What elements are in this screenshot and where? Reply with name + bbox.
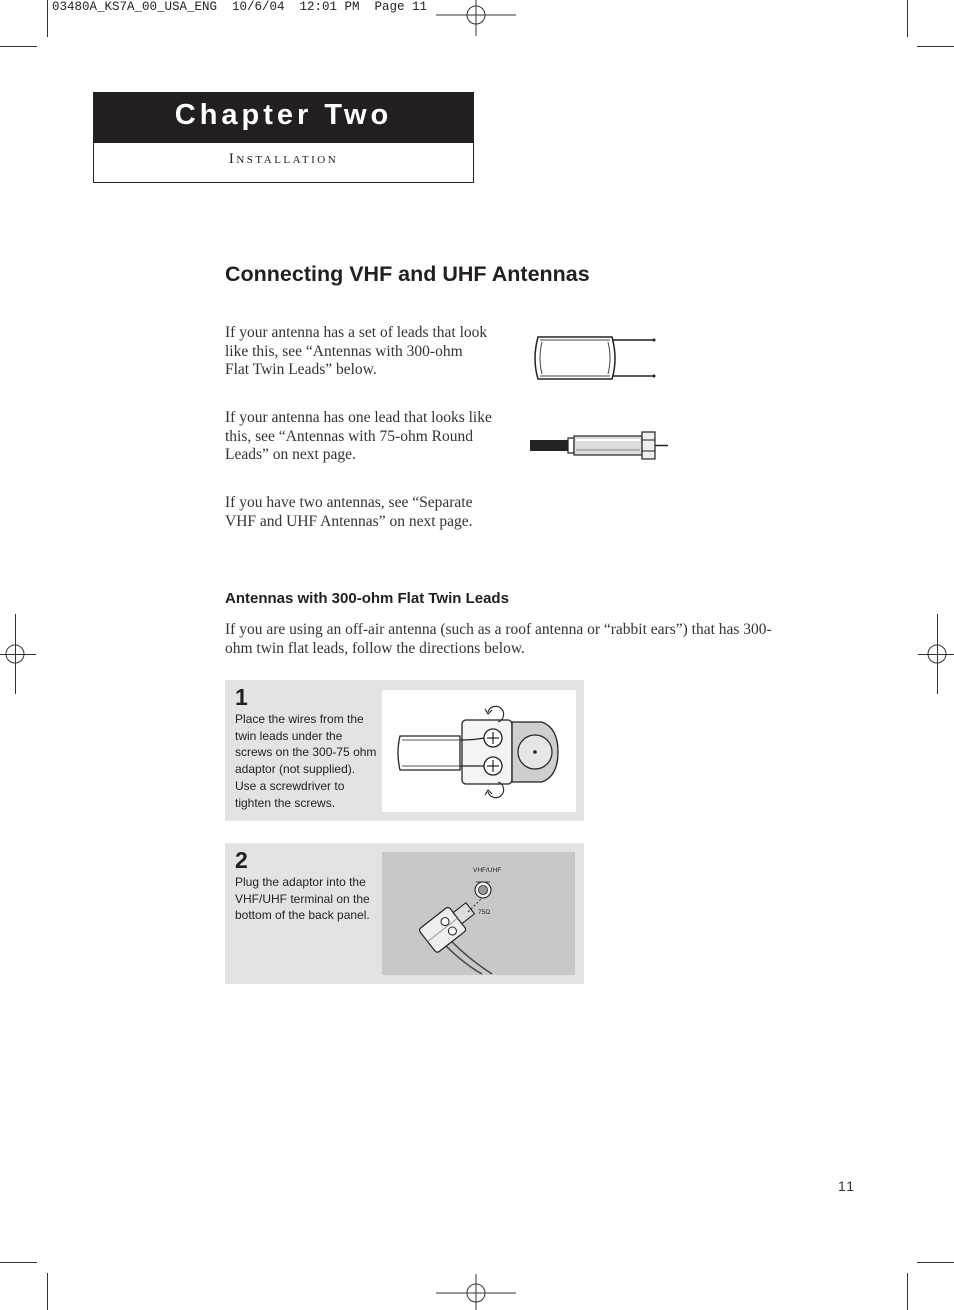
vhf-uhf-terminal-illustration [382, 852, 575, 975]
chapter-title-bar [94, 93, 473, 143]
step-number: 1 [235, 684, 248, 710]
print-slug: 03480A_KS7A_00_USA_ENG 10/6/04 12:01 PM Page 11 [52, 0, 428, 14]
step-1-box [225, 680, 584, 821]
subsection-heading: Antennas with 300-ohm Flat Twin Leads [225, 590, 509, 607]
intro-paragraph-round-lead: If your antenna has one lead that looks like this, see “Antennas with 75-ohm Round Leads” on next page. [225, 409, 492, 463]
adaptor-screws-illustration [382, 690, 576, 812]
terminal-label: VHF/UHF [473, 867, 502, 874]
intro-paragraph-two-antennas: If you have two antennas, see “Separate VHF and UHF Antennas” on next page. [225, 494, 473, 530]
step-instruction: Plug the adaptor into the VHF/UHF terminal on the bottom of the back panel. [235, 875, 370, 923]
chapter-subtitle: Installation [228, 151, 339, 167]
page-number: 11 [838, 1178, 856, 1194]
impedance-label: 75Ω [478, 909, 491, 916]
step-number: 2 [235, 847, 248, 873]
step-instruction: Place the wires from the twin leads under the screws on the 300-75 ohm adaptor (not supplied). Use a screwdriver to tighten the screws. [235, 712, 377, 810]
twin-lead-illustration [530, 334, 660, 384]
section-heading: Connecting VHF and UHF Antennas [225, 262, 590, 286]
chapter-header [93, 92, 474, 183]
round-lead-illustration [528, 428, 670, 464]
terminal-plug-drawing [382, 852, 575, 975]
step-2-box [225, 843, 584, 984]
chapter-title: Chapter Two [174, 99, 393, 131]
subsection-body: If you are using an off-air antenna (such as a roof antenna or “rabbit ears”) that has 300-ohm twin flat leads, follow the directions below. [225, 621, 772, 657]
intro-paragraph-twin-leads: If your antenna has a set of leads that look like this, see “Antennas with 300-ohm Flat Twin Leads” below. [225, 324, 488, 378]
